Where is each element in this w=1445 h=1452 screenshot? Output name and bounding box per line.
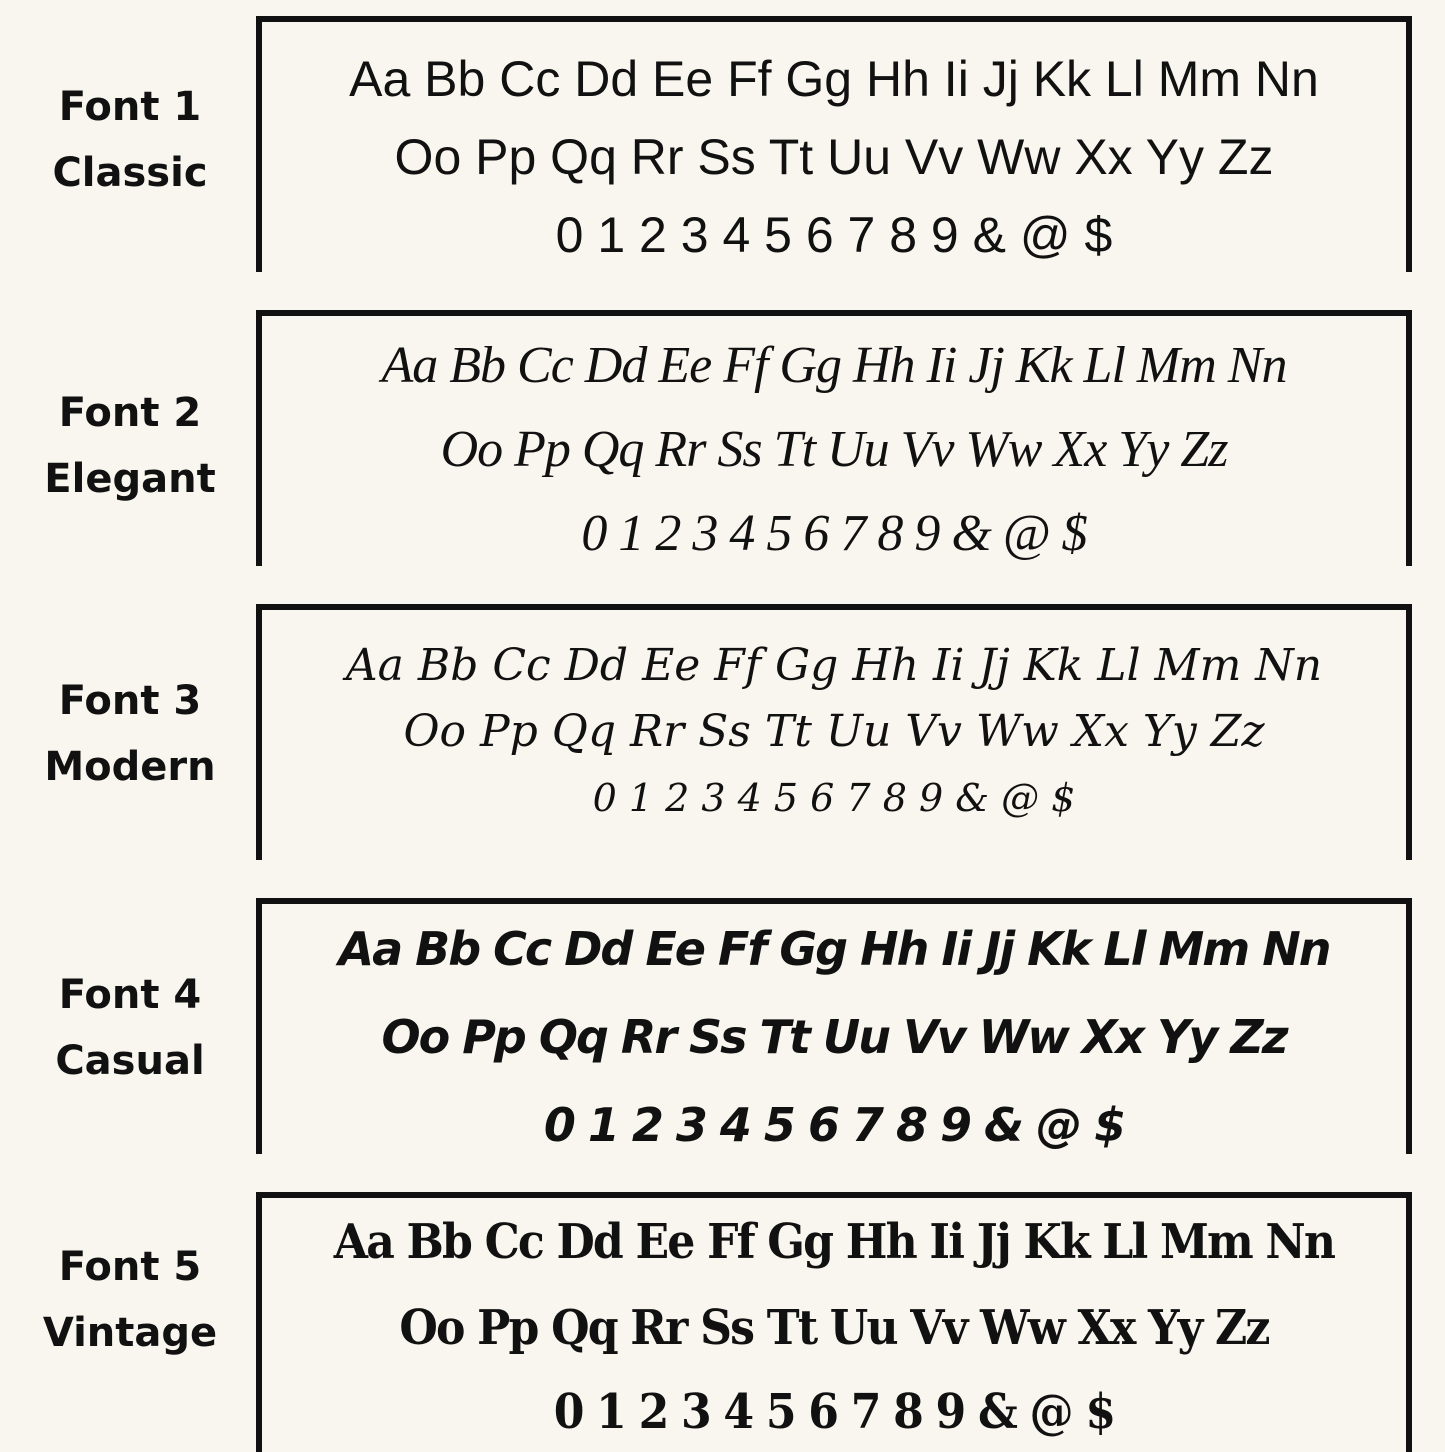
font-row-2 — [0, 310, 1445, 566]
sample-line-uppercase-o-z: Oo Pp Qq Rr Ss Tt Uu Vv Ww Xx Yy Zz — [381, 1010, 1287, 1064]
font-label — [20, 74, 240, 206]
sample-line-digits-symbols: 0 1 2 3 4 5 6 7 8 9 & @ $ — [553, 1384, 1115, 1440]
sample-line-uppercase-o-z: Oo Pp Qq Rr Ss Tt Uu Vv Ww Xx Yy Zz — [399, 1300, 1269, 1356]
font-label — [20, 1234, 240, 1366]
sample-line-uppercase-a-n: Aa Bb Cc Dd Ee Ff Gg Hh Ii Jj Kk Ll Mm Nn — [345, 640, 1323, 691]
font-label — [20, 380, 240, 512]
font-row-4 — [0, 898, 1445, 1154]
font-label — [20, 668, 240, 800]
sample-line-digits-symbols: 0 1 2 3 4 5 6 7 8 9 & @ $ — [592, 776, 1076, 820]
sample-line-uppercase-a-n: Aa Bb Cc Dd Ee Ff Gg Hh Ii Jj Kk Ll Mm Nn — [333, 1214, 1335, 1270]
sample-line-uppercase-a-n: Aa Bb Cc Dd Ee Ff Gg Hh Ii Jj Kk Ll Mm Nn — [338, 922, 1330, 976]
font-sample-box — [256, 310, 1412, 566]
font-number: Font 4 — [58, 972, 202, 1018]
sample-line-uppercase-a-n: Aa Bb Cc Dd Ee Ff Gg Hh Ii Jj Kk Ll Mm Nn — [349, 51, 1319, 107]
font-label — [20, 962, 240, 1094]
font-style-name: Vintage — [42, 1310, 218, 1356]
sample-line-digits-symbols: 0 1 2 3 4 5 6 7 8 9 & @ $ — [543, 1098, 1125, 1152]
sample-line-uppercase-o-z: Oo Pp Qq Rr Ss Tt Uu Vv Ww Xx Yy Zz — [394, 129, 1274, 185]
sample-line-digits-symbols: 0 1 2 3 4 5 6 7 8 9 & @ $ — [555, 207, 1113, 263]
font-number: Font 2 — [58, 390, 202, 436]
font-sample-box — [256, 1192, 1412, 1452]
font-number: Font 5 — [58, 1244, 202, 1290]
font-number: Font 1 — [58, 84, 202, 130]
font-sample-box — [256, 604, 1412, 860]
sample-line-digits-symbols: 0 1 2 3 4 5 6 7 8 9 & @ $ — [581, 505, 1087, 562]
sample-line-uppercase-o-z: Oo Pp Qq Rr Ss Tt Uu Vv Ww Xx Yy Zz — [403, 706, 1265, 757]
font-style-name: Casual — [55, 1038, 205, 1084]
font-style-name: Classic — [52, 150, 208, 196]
sample-line-uppercase-a-n: Aa Bb Cc Dd Ee Ff Gg Hh Ii Jj Kk Ll Mm Nn — [381, 337, 1287, 394]
font-sample-box — [256, 16, 1412, 272]
font-style-name: Modern — [44, 744, 216, 790]
font-sample-box — [256, 898, 1412, 1154]
font-row-1 — [0, 16, 1445, 272]
font-number: Font 3 — [58, 678, 202, 724]
sample-line-uppercase-o-z: Oo Pp Qq Rr Ss Tt Uu Vv Ww Xx Yy Zz — [440, 421, 1228, 478]
font-style-name: Elegant — [44, 456, 216, 502]
font-row-5 — [0, 1192, 1445, 1452]
font-row-3 — [0, 604, 1445, 860]
